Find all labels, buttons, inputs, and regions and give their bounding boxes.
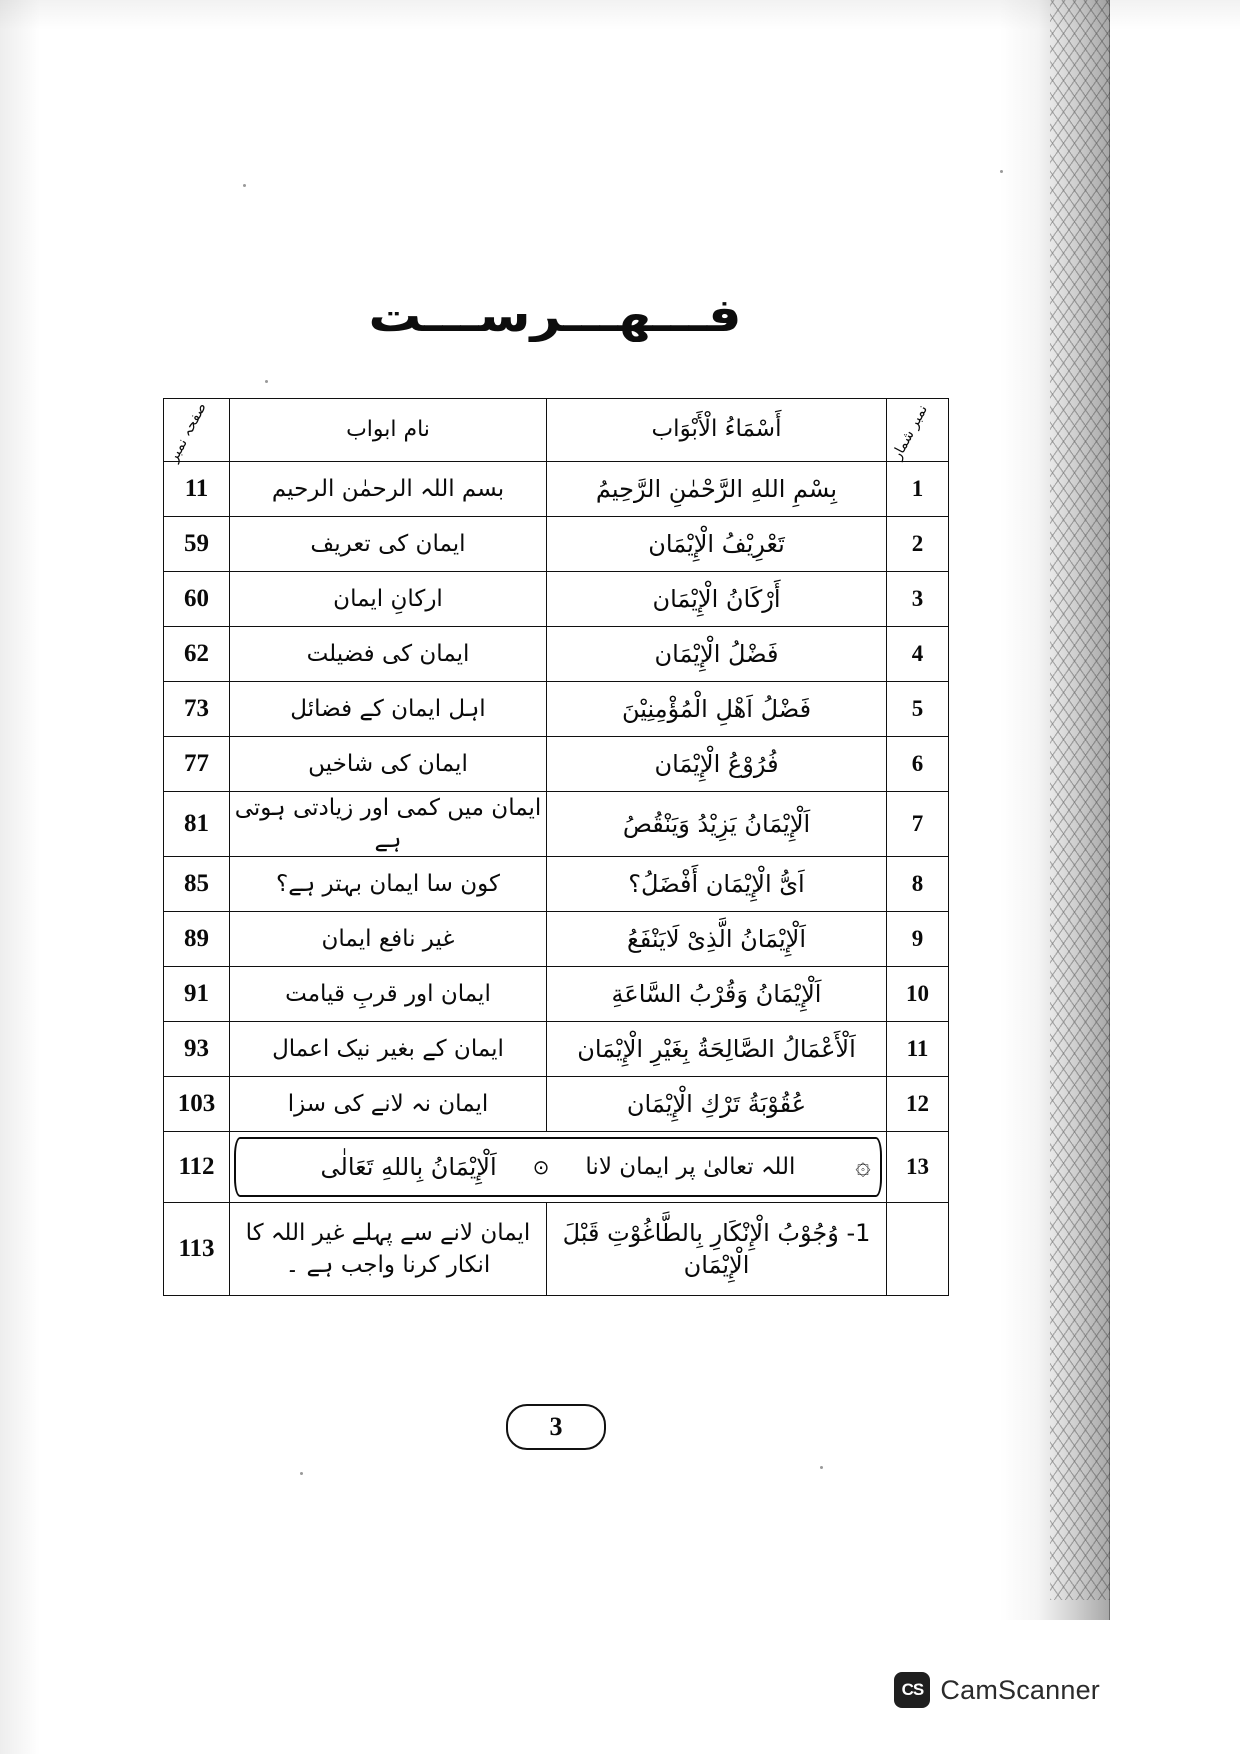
table-row — [164, 967, 949, 1022]
row-urdu-title: ایمان لانے سے پہلے غیر اللہ کا انکار کرنا واجب ہے ۔ — [230, 1203, 547, 1296]
row-urdu-title: کون سا ایمان بہتر ہے؟ — [230, 857, 547, 912]
row-page-number: 81 — [164, 792, 230, 857]
row-page-number: 112 — [164, 1132, 230, 1203]
row-arabic-title: اَلْإِيْمَانُ الَّذِىْ لَايَنْفَعُ — [547, 912, 887, 967]
column-header-serial — [887, 399, 949, 462]
row-urdu-title: ایمان نہ لانے کی سزا — [230, 1077, 547, 1132]
row-arabic-title: فُرُوْعُ الْإِيْمَان — [547, 737, 887, 792]
row-serial: 6 — [887, 737, 949, 792]
row-page-number: 93 — [164, 1022, 230, 1077]
camscanner-watermark — [894, 1672, 1100, 1708]
row-urdu-title: اہل ایمان کے فضائل — [230, 682, 547, 737]
row-serial: 2 — [887, 517, 949, 572]
scan-speck — [820, 1466, 823, 1469]
camscanner-logo-icon: CS — [894, 1672, 930, 1708]
table-row — [164, 627, 949, 682]
decorated-heading-band — [234, 1137, 882, 1197]
row-serial: 3 — [887, 572, 949, 627]
row-page-number: 77 — [164, 737, 230, 792]
column-header-urdu — [230, 399, 547, 462]
row-arabic-title: اَلْأَعْمَالُ الصَّالِحَةُ بِغَيْرِ الْإِيْمَان — [547, 1022, 887, 1077]
row-arabic-title: اَلْإِيْمَانُ وَقُرْبُ السَّاعَةِ — [547, 967, 887, 1022]
toc-table-head — [164, 399, 949, 466]
table-row — [164, 1022, 949, 1077]
row-page-number: 103 — [164, 1077, 230, 1132]
scan-speck — [243, 184, 246, 187]
row-urdu-title: غیر نافع ایمان — [230, 912, 547, 967]
table-of-contents — [163, 398, 948, 1296]
table-row — [164, 792, 949, 857]
table-row — [164, 857, 949, 912]
row-urdu-title: ارکانِ ایمان — [230, 572, 547, 627]
row-page-number: 91 — [164, 967, 230, 1022]
row-urdu-title: ایمان کی شاخیں — [230, 737, 547, 792]
row-page-number: 59 — [164, 517, 230, 572]
row-arabic-title: فَضْلُ اَهْلِ الْمُؤْمِنِيْنَ — [547, 682, 887, 737]
row-serial: 7 — [887, 792, 949, 857]
row-page-number: 73 — [164, 682, 230, 737]
row-arabic-title: اَلْإِيْمَانُ بِاللهِ تَعَالٰى — [320, 1153, 497, 1182]
row-arabic-title: تَعْرِيْفُ الْإِيْمَان — [547, 517, 887, 572]
table-row — [164, 737, 949, 792]
row-arabic-title: فَضْلُ الْإِيْمَان — [547, 627, 887, 682]
table-row — [164, 912, 949, 967]
row-serial: 11 — [887, 1022, 949, 1077]
row-arabic-title: أَرْكَانُ الْإِيْمَان — [547, 572, 887, 627]
row-serial: 4 — [887, 627, 949, 682]
row-urdu-title: ایمان کی فضیلت — [230, 627, 547, 682]
row-urdu-title: بسم اللہ الرحمٰن الرحیم — [230, 462, 547, 517]
table-row — [164, 1203, 949, 1296]
column-header-urdu-label: نام ابواب — [346, 416, 430, 442]
decorated-heading-cell — [230, 1132, 887, 1203]
camscanner-label: CamScanner — [940, 1674, 1100, 1705]
page-right-margin — [1110, 0, 1240, 1754]
toc-table-body — [164, 462, 949, 1296]
table-row — [164, 462, 949, 517]
row-page-number: 11 — [164, 462, 230, 517]
row-page-number: 89 — [164, 912, 230, 967]
scan-vignette-left — [0, 0, 40, 1754]
row-urdu-title: ایمان میں کمی اور زیادتی ہوتی ہے — [230, 792, 547, 857]
row-serial: 12 — [887, 1077, 949, 1132]
row-page-number: 113 — [164, 1203, 230, 1296]
row-urdu-title: ایمان کے بغیر نیک اعمال — [230, 1022, 547, 1077]
row-arabic-title: بِسْمِ اللهِ الرَّحْمٰنِ الرَّحِيمُ — [547, 462, 887, 517]
row-arabic-title: عُقُوْبَةُ تَرْكِ الْإِيْمَان — [547, 1077, 887, 1132]
table-row — [164, 1077, 949, 1132]
toc-header-row — [164, 399, 949, 462]
row-serial: 9 — [887, 912, 949, 967]
table-row — [164, 572, 949, 627]
page-title: فـــهـــرســـت — [368, 288, 742, 342]
row-arabic-title: اَىُّ الْإِيْمَان أَفْضَلُ؟ — [547, 857, 887, 912]
column-header-arabic — [547, 399, 887, 462]
row-urdu-title: اللہ تعالیٰ پر ایمان لانا — [585, 1154, 796, 1181]
row-serial: 13 — [887, 1132, 949, 1203]
table-row — [164, 517, 949, 572]
row-serial: 1 — [887, 462, 949, 517]
row-urdu-title: ایمان اور قربِ قیامت — [230, 967, 547, 1022]
page-number-badge: 3 — [506, 1404, 606, 1450]
row-serial: 8 — [887, 857, 949, 912]
row-urdu-title: ایمان کی تعریف — [230, 517, 547, 572]
row-serial: 5 — [887, 682, 949, 737]
toc-table — [163, 398, 949, 1296]
row-serial: 10 — [887, 967, 949, 1022]
scan-speck — [1000, 170, 1003, 173]
table-row-decorated — [164, 1132, 949, 1203]
scan-speck — [265, 380, 268, 383]
row-arabic-title: اَلْإِيْمَانُ يَزِيْدُ وَيَنْقُصُ — [547, 792, 887, 857]
row-arabic-title: 1- وُجُوْبُ الْإِنْكَارِ بِالطَّاغُوْتِ قَبْلَ الْإِيْمَان — [547, 1203, 887, 1296]
table-row — [164, 682, 949, 737]
row-page-number: 60 — [164, 572, 230, 627]
scan-speck — [300, 1472, 303, 1475]
row-page-number: 85 — [164, 857, 230, 912]
book-binding-texture — [1050, 0, 1110, 1600]
row-page-number: 62 — [164, 627, 230, 682]
column-header-page-label: صفحہ نمبر — [165, 400, 211, 466]
separator-icon: ⊙ — [532, 1155, 550, 1180]
column-header-arabic-label: أَسْمَاءُ الْأَبْوَاب — [651, 416, 782, 443]
column-header-page — [164, 399, 230, 466]
row-serial — [887, 1203, 949, 1296]
column-header-serial-label: نمبر شمار — [888, 402, 931, 463]
ornament-icon: ۞ — [855, 1151, 871, 1182]
